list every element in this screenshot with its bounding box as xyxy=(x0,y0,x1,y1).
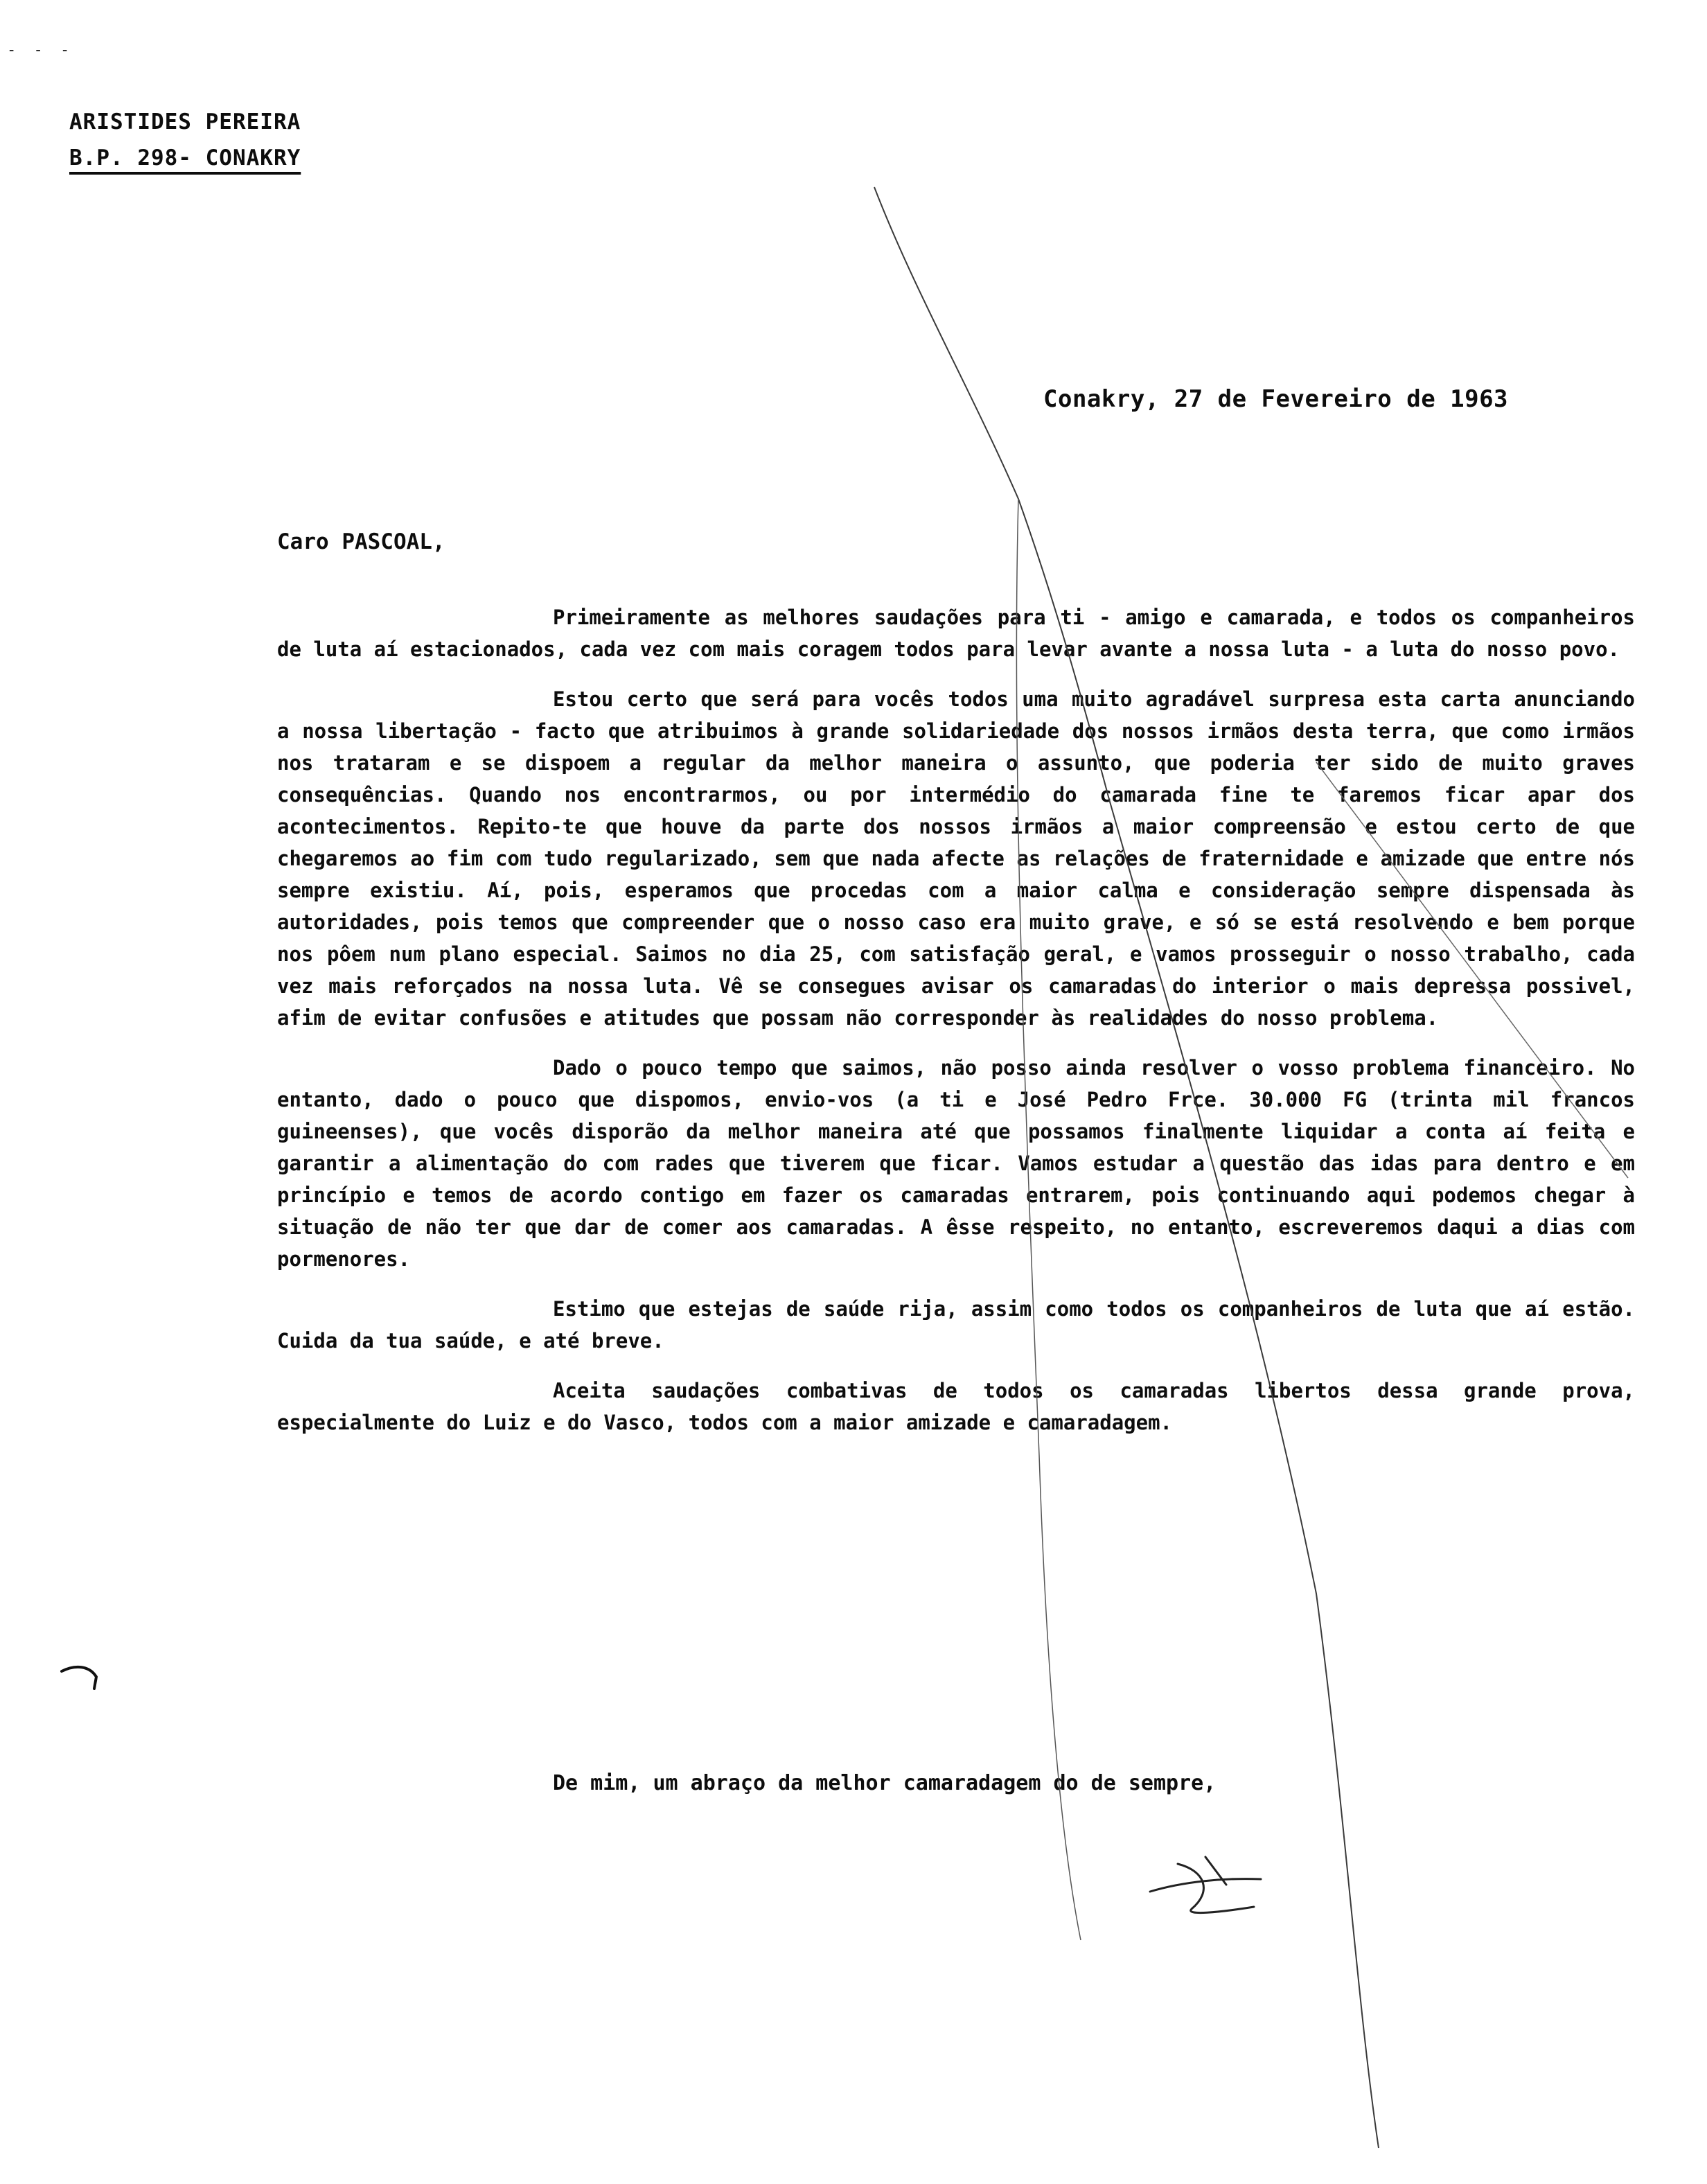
paragraph-4: Estimo que estejas de saúde rija, assim como todos os companheiros de luta que aí estão. Cuida da tua saúde, e até breve. xyxy=(277,1297,1635,1353)
margin-ink-mark xyxy=(58,1657,107,1699)
sender-address: B.P. 298- CONAKRY xyxy=(69,146,301,170)
paragraph-2: Estou certo que será para vocês todos uma muito agradável surpresa esta carta anunciando a nossa libertação - facto que atribuimos à grande solidariedade dos nossos irmãos desta terra, que como irmãos nos trataram e se dispoem a regular da melhor maneira o assunto, que poderia ter sido de muito graves consequências. Quando nos encontrarmos, ou por intermédio do camarada fine te faremos ficar apar dos acontecimentos. Repito-te que houve da parte dos nossos irmãos a maior compreensão e estou certo de que chegaremos ao fim com tudo regularizado, sem que nada afecte as relações de fraternidade e amizade que entre nós sempre existiu. Aí, pois, esperamos que procedas com a maior calma e consideração sempre dispensada às autoridades, pois temos que compreender que o nosso caso era muito grave, e só se está resolvendo e bem porque nos pôem num plano especial. Saimos no dia 25, com satisfação geral, e vamos prosseguir o nosso trabalho, cada vez mais reforçados na nossa luta. Vê se consegues avisar os camaradas do interior o mais depressa possivel, afim de evitar confusões e atitudes que possam não corresponder às realidades do nosso problema. xyxy=(277,687,1635,1030)
sender-name: ARISTIDES PEREIRA xyxy=(69,109,301,134)
paragraph-1: Primeiramente as melhores saudações para ti - amigo e camarada, e todos os companheiros de luta aí estacionados, cada vez com mais coragem todos para levar avante a nossa luta - a luta do nosso povo. xyxy=(277,606,1635,661)
paragraph-3: Dado o pouco tempo que saimos, não posso ainda resolver o vosso problema financeiro. No entanto, dado o pouco que dispomos, envio-vos (a ti e José Pedro Frce. 30.000 FG (trinta mil francos guineenses), que vocês disporão da melhor maneira até que possamos finalmente liquidar a conta aí feita e garantir a alimentação do com rades que tiverem que ficar. Vamos estudar a questão das idas para dentro e em princípio e temos de acordo contigo em fazer os camaradas entrarem, pois continuando aqui podemos chegar à situação de não ter que dar de comer aos camaradas. A êsse respeito, no entanto, escreveremos daqui a dias com pormenores. xyxy=(277,1056,1635,1271)
salutation: Caro PASCOAL, xyxy=(277,529,445,554)
closing-line: De mim, um abraço da melhor camaradagem do de sempre, xyxy=(553,1771,1217,1795)
letter-date: Conakry, 27 de Fevereiro de 1963 xyxy=(1043,385,1509,413)
margin-specks: - - - xyxy=(7,42,74,59)
paragraph-5: Aceita saudações combativas de todos os camaradas libertos dessa grande prova, especialmente do Luiz e do Vasco, todos com a maior amizade e camaradagem. xyxy=(277,1379,1635,1434)
